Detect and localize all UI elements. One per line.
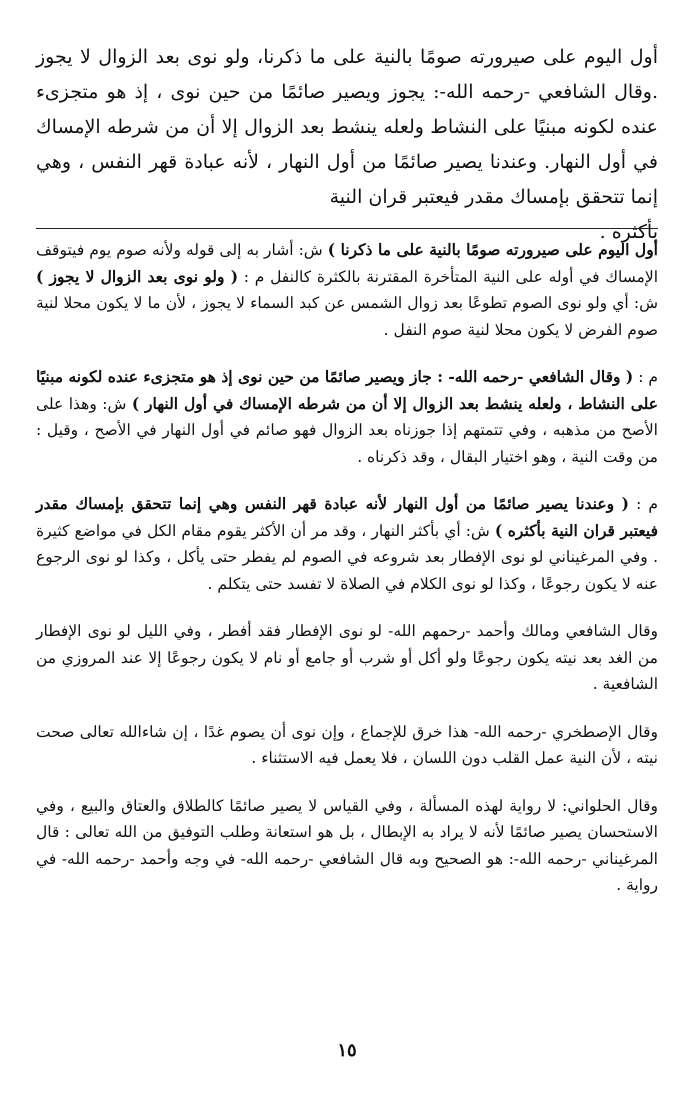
- commentary-paragraph-5: وقال الإصطخري -رحمه الله- هذا خرق للإجماع ، وإن نوى أن يصوم غدًا ، إن شاءالله تعالى صحت نيته ، لأن النية عمل القلب دون اللسان ، فلا يعمل فيه الاستثناء .: [36, 722, 658, 767]
- commentary-paragraph-6: وقال الحلواني: لا رواية لهذه المسألة ، وفي القياس لا يصير صائمًا كالطلاق والعتاق والبيع ، وفي الاستحسان يصير صائمًا لأنه لا يراد به الإبطال ، بل هو استعانة وطلب التوفيق من الله تعالى : قال المرغيناني -رحمه الله-: هو الصحيح وبه قال الشافعي -رحمه الله- في وجه وأحمد -رحمه الله- في رواية .: [36, 796, 658, 894]
- footnote-divider: [36, 228, 658, 229]
- commentary-text: ش: أي بأكثر النهار ، وقد مر أن الأكثر يقوم مقام الكل في مواضع كثيرة . وفي المرغيناني لو نوى الإفطار بعد شروعه في الصوم لم يفطر حتى يأكل ، وكذا لو نوى الرجوع عنه لا يكون رجوعًا ، وكذا لو نوى الكلام في الصلاة لا تفسد حتى يتكلم .: [36, 521, 658, 593]
- main-paragraph: [36, 40, 658, 250]
- quoted-matn: أول اليوم على صيرورته صومًا بالنية على ما ذكرنا ): [327, 240, 658, 259]
- commentary-paragraph-1: [36, 237, 658, 343]
- quoted-matn: ( وقال الشافعي -رحمه الله- : جاز ويصير صائمًا من حين نوى إذ هو متجزىء عنده لكونه مبنيًا على النشاط ، ولعله ينشط بعد الزوال إلا أن من شرطه الإمساك في أول النهار ): [36, 367, 659, 413]
- commentary-text: ش: أي ولو نوى الصوم تطوعًا بعد زوال الشمس عن كبد السماء لا يجوز ، لأن ما لا يكون محلا لنية صوم الفرض لا يكون محلا لنية صوم النفل .: [36, 294, 658, 339]
- main-text-last-line: بأكثره .: [599, 221, 658, 243]
- commentary-text: ش: أشار به إلى قوله ولأنه صوم يوم فيتوقف الإمساك في أوله على النية المتأخرة المقترنة بالكثرة كالنفل م :: [36, 241, 659, 286]
- commentary-paragraph-4: وقال الشافعي ومالك وأحمد -رحمهم الله- لو نوى الإفطار فقد أفطر ، وفي الليل لو نوى الإفطار من الغد بعد نيته يكون رجوعًا ولو أكل أو شرب أو جامع أو نام لا يكون رجوعًا إلا عند المروزي من الشافعية .: [36, 622, 658, 693]
- commentary-paragraph-3: [36, 491, 658, 597]
- commentary-text: ش: وهذا على الأصح من مذهبه ، وفي تتمتهم إذا جوزناه بعد الزوال فهو صائم في أول النهار في الأصح ، وقيل : من وقت النية ، وهو اختيار البقال ، وقد ذكرناه .: [36, 394, 658, 466]
- matn-marker: م :: [628, 495, 658, 513]
- page-number: ١٥: [337, 1040, 357, 1061]
- commentary-block: [36, 237, 658, 920]
- main-text-block: [36, 40, 658, 260]
- quoted-matn: ( ولو نوى بعد الزوال لا يجوز ): [36, 266, 239, 286]
- main-text: أول اليوم على صيرورته صومًا بالنية على ما ذكرنا، ولو نوى بعد الزوال لا يجوز .وقال الشافعي -رحمه الله-: يجوز ويصير صائمًا من حين نوى ، إذ هو متجزىء عنده لكونه مبنيًا على النشاط ولعله ينشط بعد الزوال إلا أن من شرطه الإمساك في أول النهار. وعندنا يصير صائمًا من أول النهار ، لأنه عبادة قهر النفس ، وهي إنما تتحقق بإمساك مقدر فيعتبر قران النية: [36, 46, 658, 208]
- quoted-matn: ( وعندنا يصير صائمًا من أول النهار لأنه عبادة قهر النفس وهي إنما تتحقق بإمساك مقدر فيعتبر قران النية بأكثره ): [36, 494, 658, 540]
- matn-marker: م :: [633, 368, 658, 386]
- commentary-paragraph-2: [36, 364, 658, 470]
